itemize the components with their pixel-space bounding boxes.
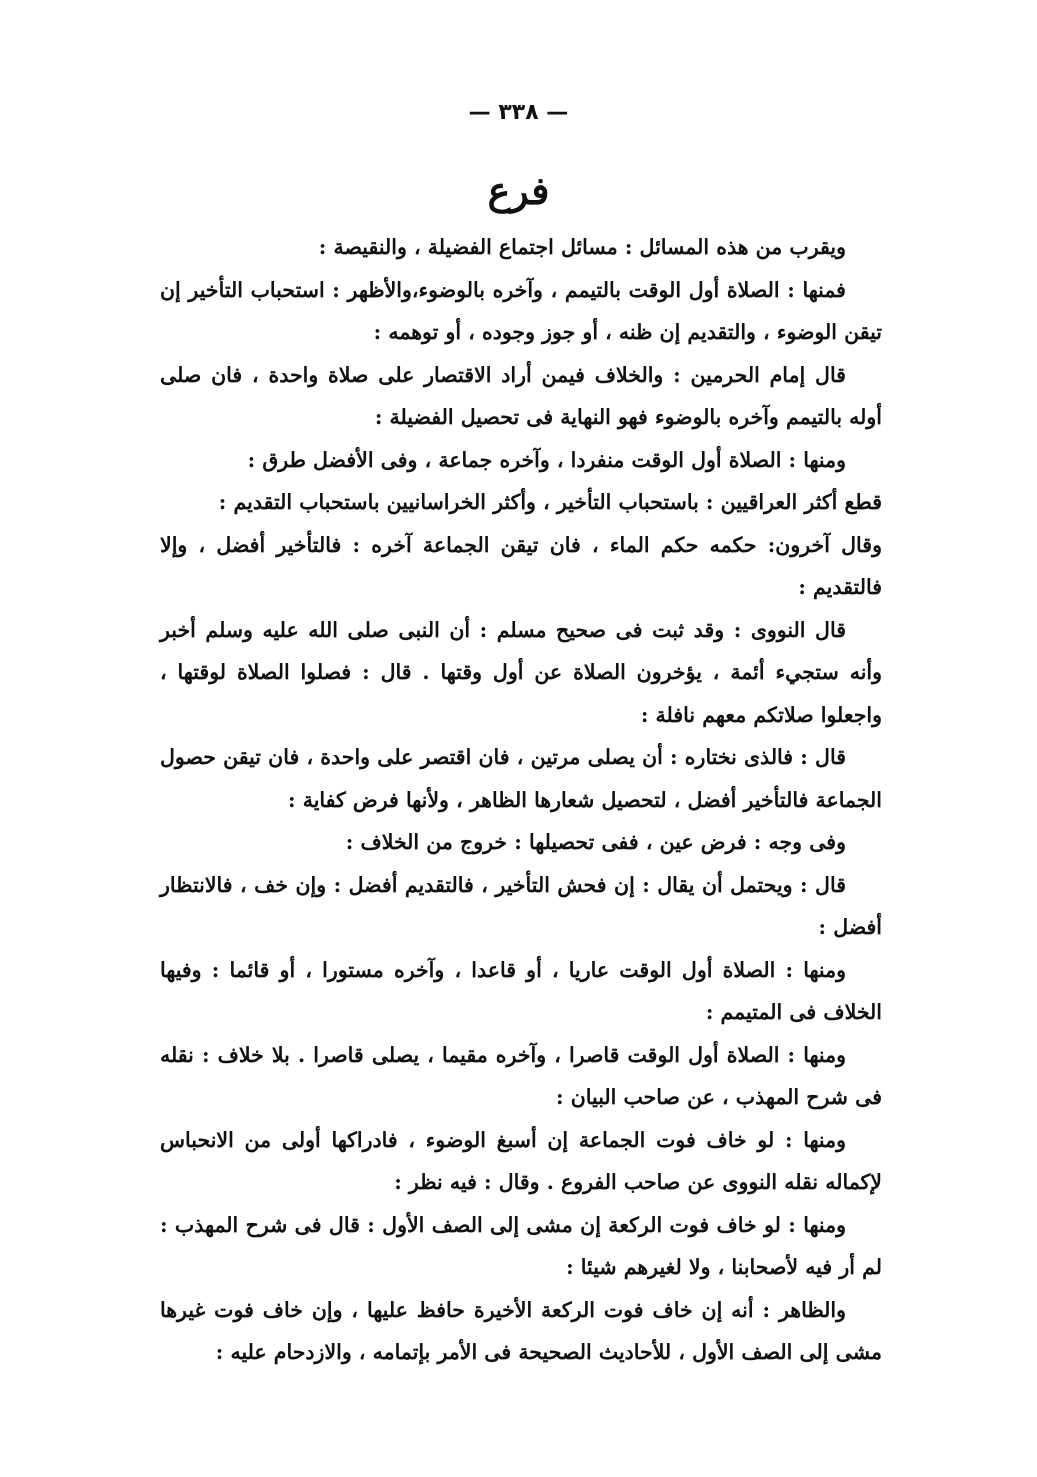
paragraph: ويقرب من هذه المسائل : مسائل اجتماع الفضيلة ، والنقيصة :	[318, 235, 846, 259]
paragraph: قال : ويحتمل أن يقال : إن فحش التأخير ، فالتقديم أفضل : وإن خف ، فالانتظار أفضل :	[160, 872, 882, 939]
page-number: — ٣٣٨ —	[468, 100, 569, 125]
paragraph: وقال آخرون: حكمه حكم الماء ، فان تيقن الجماعة آخره : فالتأخير أفضل ، وإلا فالتقديم :	[160, 532, 882, 599]
paragraph: ومنها : الصلاة أول الوقت عاريا ، أو قاعدا ، وآخره مستورا ، أو قائما : وفيها الخلاف فى المتيمم :	[160, 957, 882, 1024]
paragraph: وفى وجه : فرض عين ، ففى تحصيلها : خروج من الخلاف :	[345, 830, 846, 854]
paragraph: والظاهر : أنه إن خاف فوت الركعة الأخيرة حافظ عليها ، وإن خاف فوت غيرها مشى إلى الصف الأول ، للأحاديث الصحيحة فى الأمر بإتمامه ، والازدحام عليه :	[160, 1297, 882, 1364]
paragraph: ومنها : الصلاة أول الوقت منفردا ، وآخره جماعة ، وفى الأفضل طرق :	[247, 447, 846, 472]
paragraph: ومنها : لو خاف فوت الجماعة إن أسبغ الوضوء ، فادراكها أولى من الانحباس لإكماله نقله النووى عن صاحب الفروع . وقال : فيه نظر :	[160, 1127, 882, 1194]
paragraph: ومنها : لو خاف فوت الركعة إن مشى إلى الصف الأول : قال فى شرح المهذب : لم أر فيه لأصحابنا ، ولا لغيرهم شيئا :	[160, 1212, 882, 1279]
paragraph: قال : فالذى نختاره : أن يصلى مرتين ، فان اقتصر على واحدة ، فان تيقن حصول الجماعة فالتأخير أفضل ، لتحصيل شعارها الظاهر ، ولأنها فرض كفاية :	[160, 745, 882, 812]
paragraph: قال إمام الحرمين : والخلاف فيمن أراد الاقتصار على صلاة واحدة ، فان صلى أوله بالتيمم وآخره بالوضوء فهو النهاية فى تحصيل الفضيلة :	[160, 362, 882, 429]
body-text	[160, 226, 882, 1374]
paragraph: فمنها : الصلاة أول الوقت بالتيمم ، وآخره بالوضوء،والأظهر : استحباب التأخير إن تيقن الوضوء ، والتقديم إن ظنه ، أو جوز وجوده ، أو توهمه :	[160, 277, 882, 344]
section-heading: فرع	[487, 168, 550, 213]
paragraph: قطع أكثر العراقيين : باستحباب التأخير ، وأكثر الخراسانيين باستحباب التقديم :	[218, 490, 882, 514]
paragraph: قال النووى : وقد ثبت فى صحيح مسلم : أن النبى صلى الله عليه وسلم أخبر وأنه ستجيء أئمة ، يؤخرون الصلاة عن أول وقتها . قال : فصلوا الصلاة لوقتها ، واجعلوا صلاتكم معهم نافلة :	[160, 617, 882, 727]
paragraph: ومنها : الصلاة أول الوقت قاصرا ، وآخره مقيما ، يصلى قاصرا . بلا خلاف : نقله فى شرح المهذب ، عن صاحب البيان :	[160, 1042, 882, 1109]
